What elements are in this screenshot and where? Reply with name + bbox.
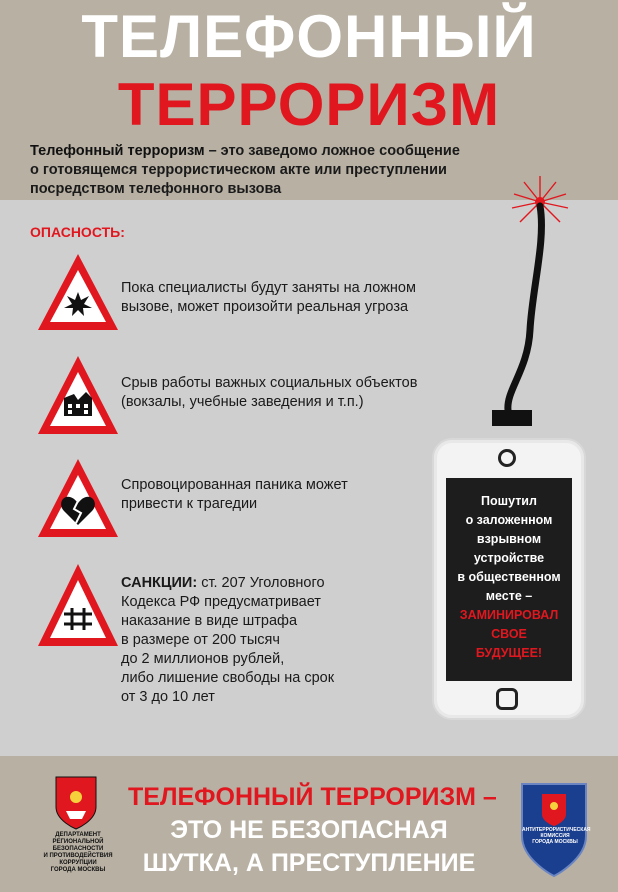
danger-item-3-line2: привести к трагедии	[121, 496, 258, 512]
danger-item-1-line1: Пока специалисты будут заняты на ложном	[121, 280, 416, 296]
phone-line-4: устройстве	[473, 551, 545, 565]
danger-item-2-line2: (вокзалы, учебные заведения и т.п.)	[121, 394, 364, 410]
antiterror-caption-line-1: АНТИТЕРРОРИСТИЧЕСКАЯ	[522, 827, 591, 833]
definition-text	[30, 142, 470, 199]
sanctions-label: САНКЦИИ:	[121, 575, 198, 591]
sanctions-line-7: от 3 до 10 лет	[121, 689, 215, 705]
sanctions-line-5: до 2 миллионов рублей,	[121, 651, 285, 667]
fuse-cord-icon	[470, 170, 590, 440]
explosion-icon	[34, 250, 122, 334]
sanctions-line-4: в размере от 200 тысяч	[121, 632, 280, 648]
danger-item-3	[121, 476, 348, 514]
slogan-line-2: ЭТО НЕ БЕЗОПАСНАЯ	[170, 816, 448, 844]
broken-heart-icon	[34, 455, 122, 541]
definition-body: – это заведомо ложное сообщение о готовящемся террористическом акте или преступлении посредством телефонного вызова	[30, 143, 460, 197]
department-caption-line-5: ГОРОДА МОСКВЫ	[50, 867, 106, 873]
department-caption-line-1: ДЕПАРТАМЕНТ РЕГИОНАЛЬНОЙ	[52, 832, 104, 845]
phone-line-5: в общественном	[457, 570, 561, 584]
antiterror-caption-line-2: КОМИССИЯ	[540, 833, 570, 839]
phone-red-line-3: БУДУЩЕЕ!	[475, 646, 543, 660]
prison-bars-icon	[34, 560, 122, 650]
danger-item-2	[121, 374, 417, 412]
sanctions-text	[121, 574, 334, 707]
antiterror-caption-line-3: ГОРОДА МОСКВЫ	[532, 839, 578, 845]
slogan-line-3: ШУТКА, А ПРЕСТУПЛЕНИЕ	[142, 849, 476, 877]
danger-heading: ОПАСНОСТЬ:	[30, 224, 125, 240]
danger-item-1	[121, 279, 416, 317]
title-line-2: ТЕРРОРИЗМ	[117, 71, 501, 138]
phone-line-6: месте –	[485, 589, 533, 603]
phone-line-1: Пошутил	[481, 494, 537, 508]
danger-item-3-line1: Спровоцированная паника может	[121, 477, 348, 493]
slogan-line-1: ТЕЛЕФОННЫЙ ТЕРРОРИЗМ –	[128, 783, 497, 811]
antiterror-caption	[522, 827, 591, 845]
sanctions-line-2: Кодекса РФ предусматривает	[121, 594, 321, 610]
definition-term: Телефонный терроризм	[30, 143, 205, 159]
danger-item-2-line1: Срыв работы важных социальных объектов	[121, 375, 418, 391]
phone-camera-icon	[498, 449, 516, 467]
sanctions-line-6: либо лишение свободы на срок	[121, 670, 335, 686]
phone-line-3: взрывном	[476, 532, 542, 546]
sanctions-line-3: наказание в виде штрафа	[121, 613, 298, 629]
phone-line-2: о заложенном	[465, 513, 553, 527]
department-caption-line-4: КОРРУПЦИИ	[59, 860, 97, 866]
phone-red-line-1: ЗАМИНИРОВАЛ	[459, 608, 559, 622]
danger-item-1-line2: вызове, может произойти реальная угроза	[121, 299, 409, 315]
sanctions-line-1: ст. 207 Уголовного	[197, 575, 325, 591]
phone-home-button	[496, 688, 518, 710]
phone-red-line-2: СВОЕ	[491, 627, 527, 641]
department-caption-line-2: БЕЗОПАСНОСТИ	[52, 846, 104, 852]
title-line-1: ТЕЛЕФОННЫЙ	[81, 3, 537, 70]
department-caption-line-3: И ПРОТИВОДЕЙСТВИЯ	[43, 853, 113, 859]
broken-building-icon	[34, 352, 122, 438]
phone-screen-text	[448, 492, 570, 663]
